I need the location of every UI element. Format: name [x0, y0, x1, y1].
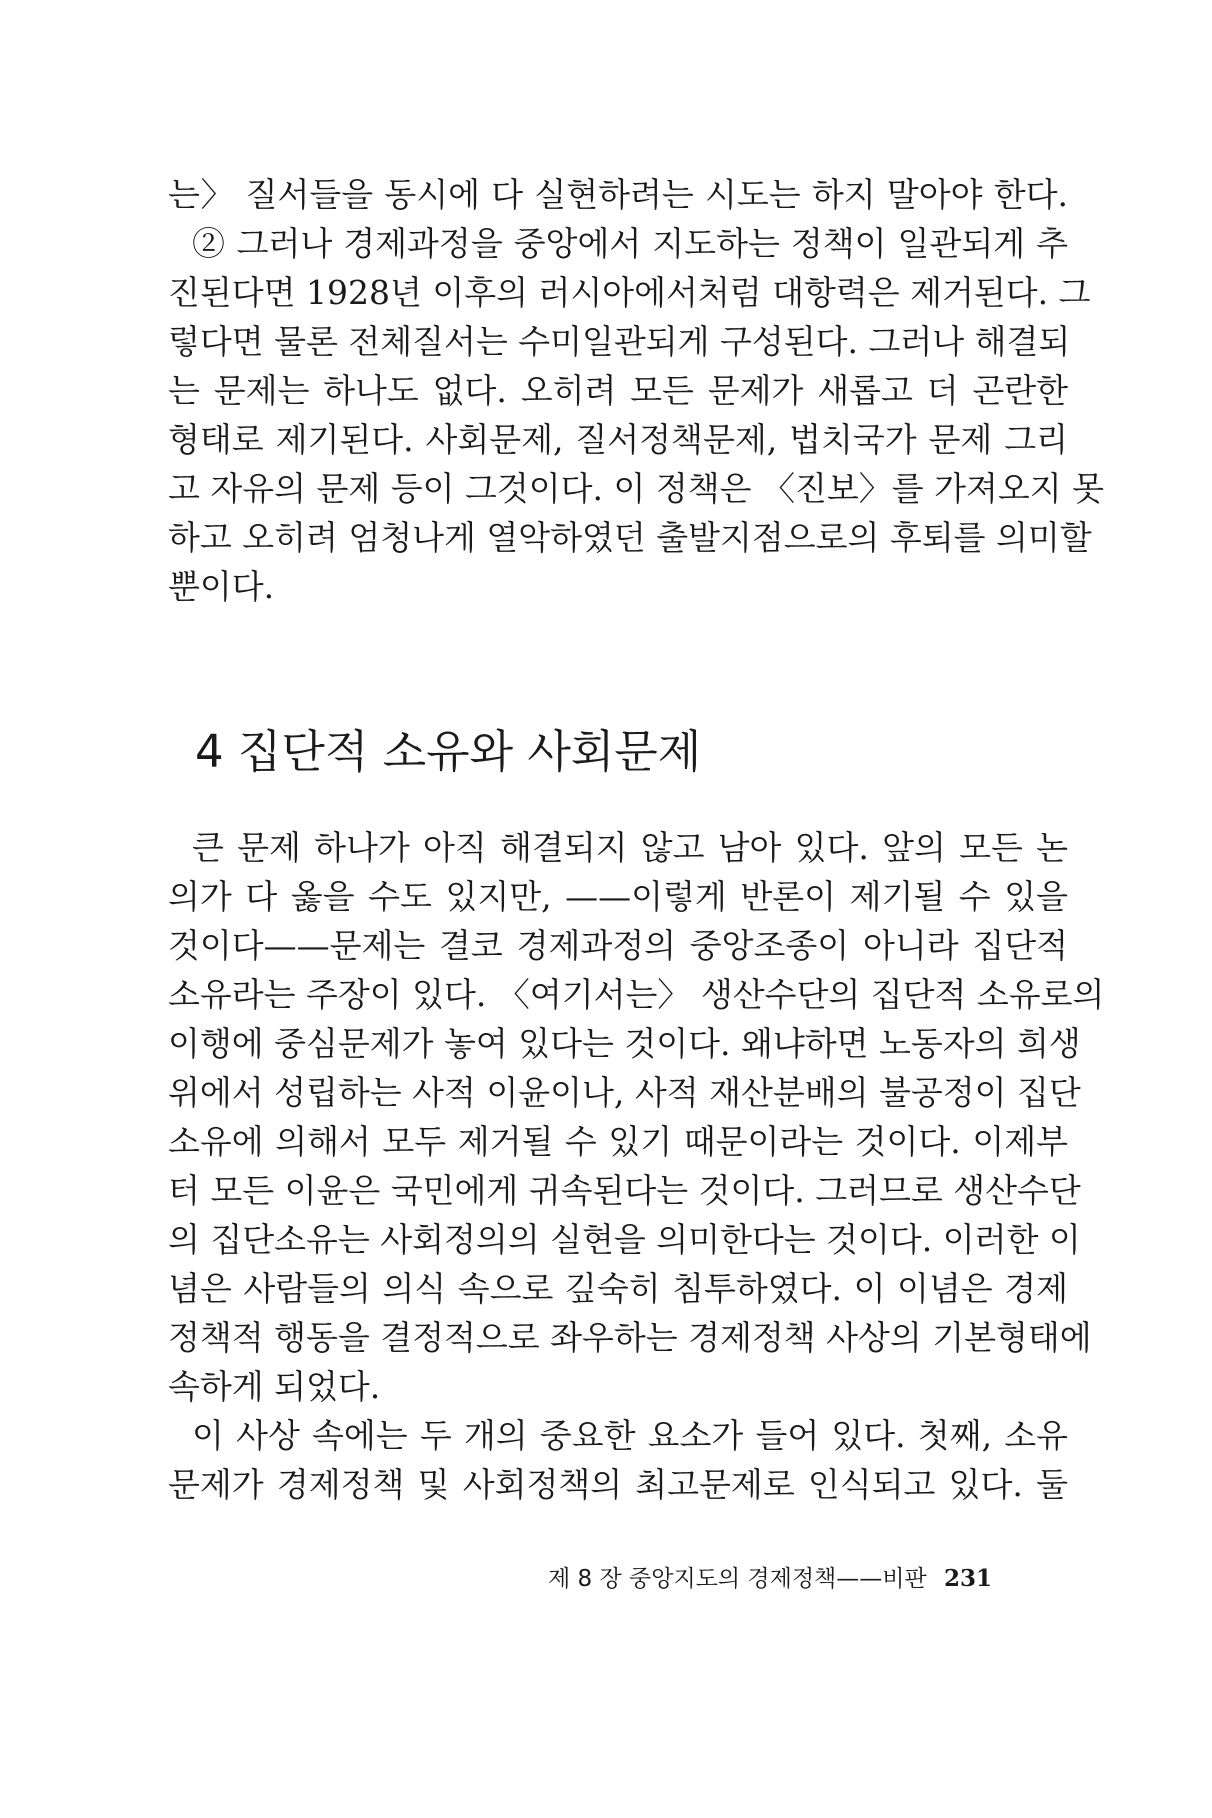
page-number: 231 [944, 1565, 993, 1592]
text-line: 것이다——문제는 결코 경제과정의 중앙조종이 아니라 집단적 [168, 926, 1068, 965]
text-line: 의가 다 옳을 수도 있지만, ——이렇게 반론이 제기될 수 있을 [168, 877, 1068, 916]
text-line: 문제가 경제정책 및 사회정책의 최고문제로 인식되고 있다. 둘 [168, 1465, 1068, 1504]
text-line: 터 모든 이윤은 국민에게 귀속된다는 것이다. 그러므로 생산수단 [168, 1171, 1081, 1210]
section-heading: 4 집단적 소유와 사회문제 [195, 725, 702, 778]
text-line: 형태로 제기된다. 사회문제, 질서정책문제, 법치국가 문제 그리 [168, 420, 1068, 459]
text-line: 소유라는 주장이 있다. 〈여기서는〉 생산수단의 집단적 소유로의 [168, 975, 1105, 1014]
text-line: 위에서 성립하는 사적 이윤이나, 사적 재산분배의 불공정이 집단 [168, 1073, 1081, 1112]
running-head: 제 8 장 중앙지도의 경제정책——비판 [548, 1566, 927, 1592]
text-line: 의 집단소유는 사회정의의 실현을 의미한다는 것이다. 이러한 이 [168, 1220, 1081, 1259]
text-line: 렇다면 물론 전체질서는 수미일관되게 구성된다. 그러나 해결되 [168, 322, 1071, 361]
text-line: 진된다면 1928년 이후의 러시아에서처럼 대항력은 제거된다. 그 [168, 273, 1091, 312]
text-line: 는〉 질서들을 동시에 다 실현하려는 시도는 하지 말아야 한다. [168, 175, 1068, 214]
page-footer [548, 1564, 1048, 1594]
text-line: 고 자유의 문제 등이 그것이다. 이 정책은 〈진보〉를 가져오지 못 [168, 469, 1104, 508]
text-line: 하고 오히려 엄청나게 열악하였던 출발지점으로의 후퇴를 의미할 [168, 518, 1092, 557]
text-line: 념은 사람들의 의식 속으로 깊숙히 침투하였다. 이 이념은 경제 [168, 1269, 1068, 1308]
text-line: 정책적 행동을 결정적으로 좌우하는 경제정책 사상의 기본형태에 [168, 1318, 1092, 1357]
text-line: 소유에 의해서 모두 제거될 수 있기 때문이라는 것이다. 이제부 [168, 1122, 1068, 1161]
text-line: 이행에 중심문제가 놓여 있다는 것이다. 왜냐하면 노동자의 희생 [168, 1024, 1081, 1063]
text-line: 속하게 되었다. [168, 1367, 381, 1406]
text-line: 뿐이다. [168, 567, 275, 606]
text-line: 는 문제는 하나도 없다. 오히려 모든 문제가 새롭고 더 곤란한 [168, 371, 1068, 410]
text-line: 큰 문제 하나가 아직 해결되지 않고 남아 있다. 앞의 모든 논 [192, 828, 1068, 867]
text-line: 이 사상 속에는 두 개의 중요한 요소가 들어 있다. 첫째, 소유 [192, 1416, 1068, 1455]
text-line: ② 그러나 경제과정을 중앙에서 지도하는 정책이 일관되게 추 [192, 224, 1068, 263]
